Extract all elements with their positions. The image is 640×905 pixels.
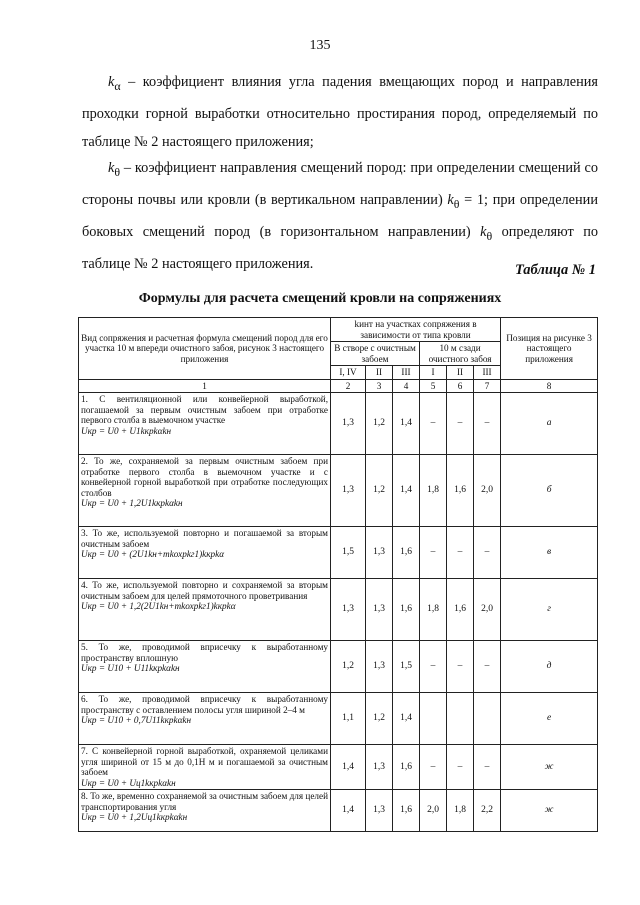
row-value: 1,4 [331, 790, 366, 832]
row-desc: 2. То же, сохраняемой за первым очистным забоем при отработке первого столба в выемочном участке и с конвейерной горной выработкой при отработке последующих столбов Uкр = U0 + 1,2U1kкрkαkн [79, 455, 331, 527]
row-desc: 1. С вентиляционной или конвейерной выработкой, погашаемой за первым очистным забоем при отработке первого столба в выемочном участке Uкр = U0 + U1kкрkαkн [79, 393, 331, 455]
row-value [474, 693, 501, 745]
row-value: 1,6 [393, 579, 420, 641]
table-row [79, 641, 598, 693]
row-value: – [420, 745, 447, 790]
row-value: 1,3 [366, 790, 393, 832]
row-value: 2,0 [420, 790, 447, 832]
row-value: 1,6 [447, 455, 474, 527]
row-formula: Uкр = U0 + U1kкрkαkн [81, 425, 172, 436]
table-row [79, 693, 598, 745]
header-k: kинт на участках сопряжения в зависимости от типа кровли [331, 318, 501, 342]
row-value: 1,3 [366, 641, 393, 693]
row-value: 1,3 [366, 527, 393, 579]
header-pos: Позиция на рисунке 3 настоящего приложения [501, 318, 598, 380]
row-value: 1,6 [393, 527, 420, 579]
row-formula: Uкр = U0 + (2U1kн+mkохрkг1)kкрkα [81, 549, 225, 559]
roof-type: I [420, 366, 447, 380]
col-number: 4 [393, 379, 420, 393]
page-number: 135 [309, 38, 331, 53]
roof-type: III [393, 366, 420, 380]
roof-type: II [447, 366, 474, 380]
row-desc: 6. То же, проводимой вприсечку к выработанному пространству с оставлением полосы угля шириной 2–4 м Uкр = U10 + 0,7U11kкрkαkн [79, 693, 331, 745]
row-value: 1,8 [447, 790, 474, 832]
row-value: – [447, 641, 474, 693]
row-formula: Uкр = U10 + 0,7U11kкрkαkн [81, 715, 192, 725]
row-desc: 8. То же, временно сохраняемой за очистным забоем для целей транспортирования угля Uкр = U0 + 1,2Uц1kкрkαkн [79, 790, 331, 832]
paragraph-text-2: при определении боковых смещений пород (в горизонтальном направлении) [82, 191, 598, 240]
col-number: 8 [501, 379, 598, 393]
row-desc: 4. То же, используемой повторно и сохраняемой за вторым очистным забоем для целей прямоточного проветривания Uкр = U0 + 1,2(2U1kн+mkохрkг1)kкрkα [79, 579, 331, 641]
table-row [79, 579, 598, 641]
row-value: 1,1 [331, 693, 366, 745]
roof-type: I, IV [331, 366, 366, 380]
row-position: г [501, 579, 598, 641]
row-position: б [501, 455, 598, 527]
formula-sub: θ [486, 228, 493, 243]
row-value: – [420, 641, 447, 693]
row-value: – [447, 527, 474, 579]
header-row-1 [79, 318, 598, 342]
row-position: а [501, 393, 598, 455]
row-value: 1,4 [393, 393, 420, 455]
header-col1: Вид сопряжения и расчетная формула смещений пород для его участка 10 м впереди очистного забоя, рисунок 3 настоящего приложения [79, 318, 331, 380]
table-row [79, 745, 598, 790]
row-desc: 3. То же, используемой повторно и погашаемой за вторым очистным забоем Uкр = U0 + (2U1kн+mkохрkг1)kкрkα [79, 527, 331, 579]
row-position: в [501, 527, 598, 579]
row-formula: Uкр = U0 + 1,2U1kкрkαkн [81, 498, 183, 508]
row-value: – [474, 745, 501, 790]
col-number: 7 [474, 379, 501, 393]
row-value: 1,3 [366, 579, 393, 641]
row-value: 1,5 [393, 641, 420, 693]
col-number: 5 [420, 379, 447, 393]
row-value: – [474, 393, 501, 455]
row-value: – [474, 641, 501, 693]
row-value: 1,2 [366, 455, 393, 527]
table-row [79, 455, 598, 527]
paragraph-text: – коэффициент направления смещений пород: при определении смещений со стороны почвы или кровли (в вертикальном направлении) [82, 160, 598, 208]
row-formula: Uкр = U0 + 1,2(2U1kн+mkохрkг1)kкрkα [81, 601, 236, 611]
row-value: 1,6 [393, 790, 420, 832]
row-value: 1,2 [331, 641, 366, 693]
row-value: – [420, 527, 447, 579]
row-value [420, 693, 447, 745]
row-value: 1,3 [331, 455, 366, 527]
symbol-k: k [108, 74, 115, 90]
row-formula: Uкр = U0 + Uц1kкрkαkн [81, 777, 176, 788]
paragraph-k-alpha [82, 68, 598, 156]
row-value: 2,0 [474, 455, 501, 527]
col-number-row [79, 379, 598, 393]
col-number: 2 [331, 379, 366, 393]
row-value: – [420, 393, 447, 455]
formula-k: k [447, 191, 454, 208]
row-value: 2,2 [474, 790, 501, 832]
row-value: 1,6 [447, 579, 474, 641]
table-row [79, 790, 598, 832]
header-behind: 10 м сзади очистного забоя [420, 342, 501, 366]
row-value: 1,5 [331, 527, 366, 579]
row-value: 1,3 [331, 393, 366, 455]
row-value: 2,0 [474, 579, 501, 641]
table-row [79, 393, 598, 455]
row-desc: 5. То же, проводимой вприсечку к выработанному пространству вплошную Uкр = U10 + U11kкрkαkн [79, 641, 331, 693]
roof-type: II [366, 366, 393, 380]
paragraph-k-theta [82, 154, 598, 278]
row-value: 1,2 [366, 393, 393, 455]
formulas-table [78, 317, 598, 832]
row-value: – [474, 527, 501, 579]
row-position: д [501, 641, 598, 693]
symbol-sub: α [114, 78, 121, 93]
symbol-sub: θ [114, 164, 121, 179]
paragraph-text-3: определяют по таблице № 2 настоящего приложения. [82, 223, 598, 272]
row-position: ж [501, 745, 598, 790]
row-value: 1,8 [420, 579, 447, 641]
col-number: 3 [366, 379, 393, 393]
row-position: ж [501, 790, 598, 832]
formula-k: k [480, 223, 487, 240]
paragraph-text: – коэффициент влияния угла падения вмещающих пород и направления проходки горной выработки относительно простирания пород, определяемый по таблице № 2 настоящего приложения; [82, 74, 598, 150]
row-value: 1,4 [393, 693, 420, 745]
table-row [79, 527, 598, 579]
row-value: 1,3 [331, 579, 366, 641]
table-label: Таблица № 1 [514, 262, 596, 278]
row-value [447, 693, 474, 745]
col-number: 1 [79, 379, 331, 393]
formula-sub: θ [453, 196, 460, 211]
col-number: 6 [447, 379, 474, 393]
row-desc: 7. С конвейерной горной выработкой, охраняемой целиками угля шириной от 15 м до 0,1H м и погашаемой за очистным забоем Uкр = U0 + Uц1kкрkαkн [79, 745, 331, 790]
row-value: 1,2 [366, 693, 393, 745]
row-formula: Uкр = U10 + U11kкрkαkн [81, 663, 180, 673]
row-value: 1,3 [366, 745, 393, 790]
table-title: Формулы для расчета смещений кровли на сопряжениях [138, 291, 502, 306]
row-value: 1,6 [393, 745, 420, 790]
row-position: е [501, 693, 598, 745]
row-value: 1,4 [393, 455, 420, 527]
row-value: 1,8 [420, 455, 447, 527]
row-value: – [447, 393, 474, 455]
row-value: 1,4 [331, 745, 366, 790]
symbol-k: k [108, 160, 115, 176]
header-front: В створе с очистным забоем [331, 342, 420, 366]
row-formula: Uкр = U0 + 1,2Uц1kкрkαkн [81, 812, 188, 822]
formula-rest: = 1; [459, 191, 489, 208]
roof-type: III [474, 366, 501, 380]
row-value: – [447, 745, 474, 790]
